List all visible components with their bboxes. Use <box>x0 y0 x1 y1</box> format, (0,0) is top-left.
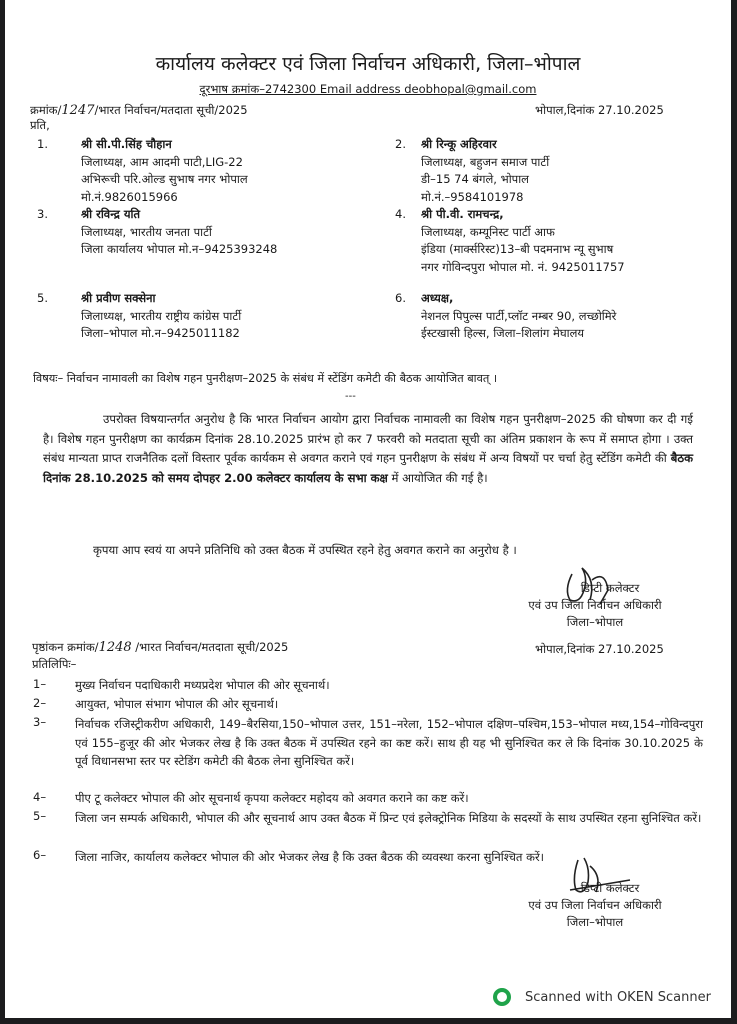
to-label: प्रति, <box>30 118 50 132</box>
reference-number: क्रमांक/1247/भारत निर्वाचन/मतदाता सूची/2025 <box>30 103 248 118</box>
signer-location: जिला–भोपाल <box>566 615 624 629</box>
endorsement-number: पृष्ठांकन क्रमांक/1248 /भारत निर्वाचन/मतदाता सूची/2025 <box>32 640 289 655</box>
signer-title: एवं उप जिला निर्वाचन अधिकारी <box>528 598 662 612</box>
reference-date: भोपाल,दिनांक 27.10.2025 <box>535 103 664 117</box>
recipient-2: 2. श्री रिन्कू अहिरवार जिलाध्यक्ष, बहुजन समाज पार्टी डी–15 74 बंगले, भोपाल मो.नं.–9584101978 <box>395 137 550 204</box>
subject-rule: --- <box>345 391 356 402</box>
signer-location: जिला–भोपाल <box>566 915 624 929</box>
recipient-4: 4. श्री पी.वी. रामचन्द्र, जिलाध्यक्ष, कम्यूनिस्ट पार्टी आफ इंडिया (मार्क्सरिस्ट)13–बी पदमनाभ न्यू सुभाष नगर गोविन्दपुरा भोपाल मो. नं. 9425011757 <box>395 207 625 274</box>
copy-item: 5– जिला जन सम्पर्क अधिकारी, भोपाल की और सूचनार्थ आप उक्त बैठक में प्रिन्ट एवं इलेक्ट्रोनिक मिडिया के सदस्यों के साथ उपस्थित रहना सुनिश्चित करें। <box>33 809 702 825</box>
signer-designation: डिप्टी कलेक्टर <box>580 581 640 595</box>
handwritten-number: 1248 <box>98 640 132 655</box>
copy-label: प्रतिलिपिः– <box>32 657 77 671</box>
signer-designation: डिप्टी कलेक्टर <box>580 881 640 895</box>
scanner-watermark: Scanned with OKEN Scanner <box>493 988 711 1006</box>
oken-scanner-logo-icon <box>493 988 511 1006</box>
office-title: कार्यालय कलेक्टर एवं जिला निर्वाचन अधिकारी, जिला–भोपाल <box>155 53 581 75</box>
recipient-3: 3. श्री रविन्द्र यति जिलाध्यक्ष, भारतीय जनता पार्टी जिला कार्यालय भोपाल मो.न–9425393248 <box>37 207 278 256</box>
copy-item: 6– जिला नाजिर, कार्यालय कलेक्टर भोपाल की ओर भेजकर लेख है कि उक्त बैठक की व्यवस्था करना सुनिश्चित करें। <box>33 848 545 864</box>
signer-title: एवं उप जिला निर्वाचन अधिकारी <box>528 898 662 912</box>
copy-item: 2– आयुक्त, भोपाल संभाग भोपाल की ओर सूचनार्थ। <box>33 696 279 711</box>
recipient-1: 1. श्री सी.पी.सिंह चौहान जिलाध्यक्ष, आम आदमी पाटी,LIG-22 अभिरूची परि.ओल्ड सुभाष नगर भोपाल मो.नं.9826015966 <box>37 137 248 204</box>
copy-item: 1– मुख्य निर्वाचन पदाधिकारी मध्यप्रदेश भोपाल की ओर सूचनार्थ। <box>33 677 330 692</box>
subject-line: विषयः– निर्वाचन नामावली का विशेष गहन पुनरीक्षण–2025 के संबंध में स्टेंडिंग कमेटी की बैठक आयोजित बावत् । <box>33 372 498 385</box>
copy-item: 3– निर्वाचक रजिस्ट्रीकरीण अधिकारी, 149–बैरसिया,150–भोपाल उत्तर, 151–नरेला, 152–भोपाल दक्षिण–पश्चिम,153–भोपाल मध्य,154–गोविन्दपुरा एवं 155–हुजूर की ओर भेजकर लेख है कि उक्त बैठक में उपस्थित रहने का कष्ट करें। साथ ही यह भी सुनिश्चित कर ले कि दिनांक 30.10.2025 के पूर्व विधानसभा स्तर पर स्टेडिंग कमेटी की बैठक लेना सुनिश्चित करें। <box>33 715 703 768</box>
signature-block-1 <box>475 580 715 631</box>
body-paragraph-1: उपरोक्त विषयान्तर्गत अनुरोध है कि भारत निर्वाचन आयोग द्वारा निर्वाचक नामावली का विशेष गहन पुनरीक्षण–2025 की घोषणा कर दी गई है। विशेष गहन पुनरीक्षण का कार्यक्रम दिनांक 28.10.2025 प्रारंभ हो कर 7 फरवरी को मतदाता सूची का अंतिम प्रकाशन के रूप में समाप्त होगा । उक्त संबंध मान्यता प्राप्त राजनैतिक दलों विस्तार पूर्वक कार्यकम से अवगत कराने एवं गहन पुनरीक्षण के संबंध में अन्य विषयों पर चर्चा हेतु स्टेंडिंग कमेटी की बैठक दिनांक 28.10.2025 को समय दोपहर 2.00 कलेक्टर कार्यालय के सभा कक्ष में आयोजित की गई है। <box>43 412 693 485</box>
recipient-5: 5. श्री प्रवीण सक्सेना जिलाध्यक्ष, भारतीय राष्ट्रीय कांग्रेस पार्टी जिला–भोपाल मो.न–9425011182 <box>37 291 242 340</box>
office-contact: दूरभाष क्रमांक–2742300 Email address deobhopal@gmail.com <box>199 82 537 96</box>
document-page <box>5 0 731 1018</box>
handwritten-number: 1247 <box>61 103 95 118</box>
signature-block-2 <box>475 880 715 931</box>
copy-item: 4– पीए टू कलेक्टर भोपाल की ओर सूचनार्थ कृपया कलेक्टर महोदय को अवगत कराने का कष्ट करें। <box>33 790 469 805</box>
recipient-6: 6. अध्यक्ष, नेशनल पिपुल्स पार्टी,प्लॉट नम्बर 90, लच्छोमिरे ईस्टखासी हिल्स, जिला–शिलांग मेघालय <box>395 291 617 340</box>
body-paragraph-2: कृपया आप स्वयं या अपने प्रतिनिधि को उक्त बैठक में उपस्थित रहने हेतु अवगत कराने का अनुरोध है । <box>93 543 517 557</box>
endorsement-date: भोपाल,दिनांक 27.10.2025 <box>535 642 664 656</box>
